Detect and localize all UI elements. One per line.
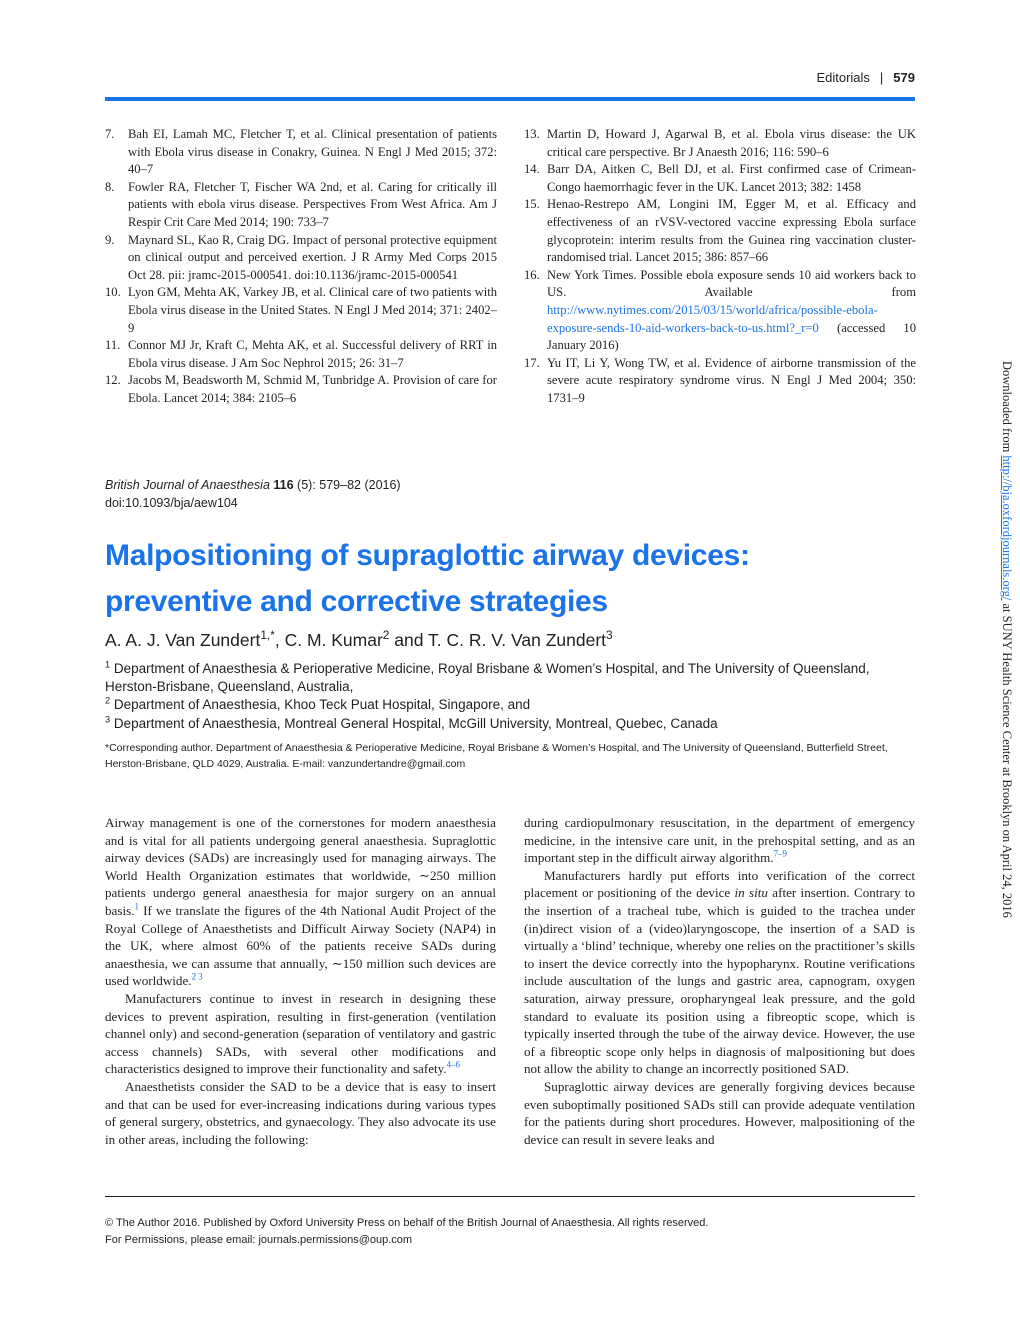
reference-list-right — [524, 126, 916, 408]
article-title — [105, 533, 905, 625]
body-paragraph — [105, 990, 496, 1078]
reference-text: Henao-Restrepo AM, Longini IM, Egger M, et al. Efficacy and effectiveness of an rVSV-vectored vaccine expressing Ebola surface glycoprotein: interim results from the Guinea ring vaccination cluster-randomised trial. Lancet 2015; 386: 857–66 — [547, 197, 916, 265]
affiliation-2-sup: 2 — [105, 695, 111, 706]
body-paragraph: Anaesthetists consider the SAD to be a device that is easy to insert and that can be used for ever-increasing indications during various types of general surgery, obstetrics, and gynaecology. They also advocate its use in other areas, including the following: — [105, 1078, 496, 1147]
reference-text-part: New York Times. Possible ebola exposure sends 10 aid workers back to US. Available from — [547, 267, 916, 300]
footer-rule — [105, 1196, 915, 1197]
reference-text: Yu IT, Li Y, Wong TW, et al. Evidence of airborne transmission of the severe acute respiratory syndrome virus. N Engl J Med 2004; 350: 1731–9 — [547, 355, 916, 405]
reference-item — [105, 284, 497, 337]
reference-text: Bah EI, Lamah MC, Fletcher T, et al. Clinical presentation of patients with Ebola virus disease in Conakry, Guinea. N Engl J Med 2015; 372: 40–7 — [128, 127, 497, 177]
affiliation-2-text: Department of Anaesthesia, Khoo Teck Puat Hospital, Singapore, and — [110, 697, 531, 713]
permissions-line: For Permissions, please email: journals.permissions@oup.com — [105, 1234, 413, 1246]
page-number: 579 — [893, 70, 915, 85]
reference-text: Maynard SL, Kao R, Craig DG. Impact of personal protective equipment on clinical output and perceived exertion. J R Army Med Corps 2015 Oct 28. pii: jramc-2015-000541. doi:10.1136/jramc-2015-000541 — [128, 232, 497, 282]
reference-number: 10. — [105, 285, 121, 300]
affiliation-3-text: Department of Anaesthesia, Montreal General Hospital, McGill University, Montreal, Quebec, Canada — [110, 715, 718, 731]
title-line-1: Malpositioning of supraglottic airway devices: — [105, 539, 750, 572]
citation-link[interactable]: 1 — [134, 901, 139, 912]
download-watermark-text — [999, 361, 1014, 918]
reference-number: 7. — [105, 127, 115, 141]
header-rule — [105, 97, 915, 101]
journal-citation — [105, 477, 401, 512]
author-1-sup: 1,* — [260, 628, 275, 643]
reference-text: Fowler RA, Fletcher T, Fischer WA 2nd, et al. Caring for critically ill patients with ebola virus disease. Perspectives From West Africa. Am J Respir Crit Care Med 2014; 190: 733–7 — [128, 179, 497, 229]
body-paragraph — [524, 867, 915, 1078]
reference-text: Martin D, Howard J, Agarwal B, et al. Ebola virus disease: the UK critical care perspective. Br J Anaesth 2016; 116: 590–6 — [547, 127, 916, 159]
download-watermark — [998, 361, 1018, 961]
affiliations — [105, 660, 905, 733]
body-text: Airway management is one of the cornerstones for modern anaesthesia and is vital for all patients undergoing general anaesthesia. Supraglottic airway devices (SADs) are increasingly used for managing airways. The World Health Organization estimates that worldwide, ∼250 million patients undergo general anaesthesia for major surgery on an annual basis. — [105, 815, 496, 918]
citation-link[interactable]: 7–9 — [773, 848, 787, 859]
copyright-footer — [105, 1215, 708, 1249]
reference-item — [524, 126, 916, 161]
reference-number: 14. — [524, 162, 540, 177]
reference-text: Connor MJ Jr, Kraft C, Mehta AK, et al. Successful delivery of RRT in Ebola virus disease. J Am Soc Nephrol 2015; 26: 31–7 — [128, 338, 497, 370]
reference-text-part: (accessed 10 January 2016) — [547, 320, 916, 353]
affiliation-1-sup: 1 — [105, 659, 111, 670]
reference-number: 8. — [105, 179, 115, 194]
body-column-left — [105, 814, 496, 1148]
body-column-right — [524, 814, 915, 1148]
author-list — [105, 630, 613, 651]
body-text: during cardiopulmonary resuscitation, in the department of emergency medicine, in the intensive care unit, in the prehospital setting, and as an important step in the difficult airway algorithm. — [524, 815, 915, 866]
body-text: after insertion. Contrary to the insertion of a tracheal tube, which is guided to the trachea under (in)direct vision of a (video)laryngoscope, the insertion of a SAD is virtually a ‘blind’ technique, whereby one relies on the practitioner’s skills to insert the device correctly into the hypopharynx. Routine verifications include auscultation of the lungs and gastric area, capnogram, oxygen saturation, airway pressure, oropharyngeal leak pressure, and the gold standard to evaluate its position using a fibreoptic scope, which is typically inserted through the tube of the airway device. However, the use of a fibreoptic scope only helps in diagnosis of malpositioning but does not allow the ability to change an incorrectly positioned SAD. — [524, 885, 915, 1077]
reference-item — [524, 355, 916, 408]
body-paragraph — [105, 814, 496, 990]
citation-link[interactable]: 2 3 — [191, 971, 203, 982]
watermark-suffix: at SUNY Health Science Center at Brooklyn on April 24, 2016 — [1000, 600, 1014, 918]
watermark-prefix: Downloaded from — [1000, 361, 1014, 456]
affiliation-2 — [105, 696, 905, 714]
reference-text: Jacobs M, Beadsworth M, Schmid M, Tunbridge A. Provision of care for Ebola. Lancet 2014; 384: 2105–6 — [128, 373, 497, 405]
reference-text: Lyon GM, Mehta AK, Varkey JB, et al. Clinical care of two patients with Ebola virus disease in the United States. N Engl J Med 2014; 371: 2402–9 — [128, 285, 497, 335]
affiliation-1 — [105, 660, 905, 696]
copyright-line: © The Author 2016. Published by Oxford University Press on behalf of the British Journal of Anaesthesia. All rights reserved. — [105, 1217, 709, 1229]
journal-issue-pages: (5): 579–82 (2016) — [297, 478, 401, 492]
body-text: If we translate the figures of the 4th National Audit Project of the Royal College of Anaesthetists and Difficult Airway Society (NAP4) in the UK, where almost 60% of the patients receive SADs during anaesthesia, we can assume that annually, ∼150 million such devices are used worldwide. — [105, 902, 496, 989]
body-italic: in situ — [734, 885, 768, 901]
reference-number: 11. — [105, 338, 121, 353]
reference-number: 16. — [524, 267, 540, 282]
body-paragraph: Supraglottic airway devices are generally forgiving devices because even suboptimally positioned SADs still can provide adequate ventilation for the patients during short procedures. However, malpositioning of the device can result in severe leaks and — [524, 1078, 915, 1147]
journal-volume: 116 — [273, 478, 294, 492]
reference-item — [524, 161, 916, 196]
reference-item — [524, 196, 916, 266]
author-3-sup: 3 — [606, 628, 613, 643]
author-3: and T. C. R. V. Van Zundert — [389, 630, 607, 650]
author-1: A. A. J. Van Zundert — [105, 630, 261, 650]
watermark-link[interactable]: http://bja.oxfordjournals.org/ — [1000, 455, 1014, 601]
header-section: Editorials — [816, 70, 870, 85]
citation-link[interactable]: 4–6 — [446, 1059, 460, 1070]
reference-item — [524, 267, 916, 355]
reference-item — [105, 337, 497, 372]
journal-doi: doi:10.1093/bja/aew104 — [105, 495, 238, 510]
reference-item — [105, 126, 497, 179]
reference-item — [105, 179, 497, 232]
reference-item — [105, 232, 497, 285]
reference-number: 15. — [524, 197, 540, 212]
reference-text — [547, 267, 916, 355]
reference-number: 13. — [524, 127, 540, 141]
affiliation-3-sup: 3 — [105, 714, 111, 725]
author-2-sup: 2 — [382, 628, 390, 643]
reference-item — [105, 372, 497, 407]
body-paragraph — [524, 814, 915, 867]
running-header — [816, 70, 915, 85]
reference-text: Barr DA, Aitken C, Bell DJ, et al. First confirmed case of Crimean-Congo haemorrhagic fever in the UK. Lancet 2013; 382: 1458 — [547, 162, 916, 194]
reference-number: 9. — [105, 232, 115, 247]
title-line-2: preventive and corrective strategies — [105, 585, 608, 618]
reference-list-left — [105, 126, 497, 408]
corresponding-author: *Corresponding author. Department of Anaesthesia & Perioperative Medicine, Royal Brisbane & Women’s Hospital, and The University of Queensland, Butterfield Street, Herston-Brisbane, QLD 4029, Australia. E-mail: vanzundertandre@gmail.com — [105, 742, 888, 770]
affiliation-1-text: Department of Anaesthesia & Perioperative Medicine, Royal Brisbane & Women’s Hospital, and The University of Queensland, Herston-Brisbane, Queensland, Australia, — [105, 661, 870, 695]
reference-number: 12. — [105, 373, 121, 388]
reference-number: 17. — [524, 355, 540, 370]
journal-name: British Journal of Anaesthesia — [105, 478, 270, 492]
body-text: Manufacturers continue to invest in research in designing these devices to prevent aspiration, resulting in first-generation (ventilation channel only) and second-generation (separation of ventilatory and gastric access channels) SADs, with several other modifications and characteristics designed to improve their functionality and safety. — [105, 990, 496, 1077]
body-text: Manufacturers hardly put efforts into verification of the correct placement or positioning of the device — [524, 867, 915, 901]
header-separator: | — [879, 70, 884, 85]
affiliation-3 — [105, 715, 905, 733]
author-2: , C. M. Kumar — [274, 630, 383, 650]
reference-url-link[interactable]: http://www.nytimes.com/2015/03/15/world/africa/possible-ebola-exposure-sends-10-aid-workers-back-to-us.html?_r=0 — [547, 302, 878, 335]
